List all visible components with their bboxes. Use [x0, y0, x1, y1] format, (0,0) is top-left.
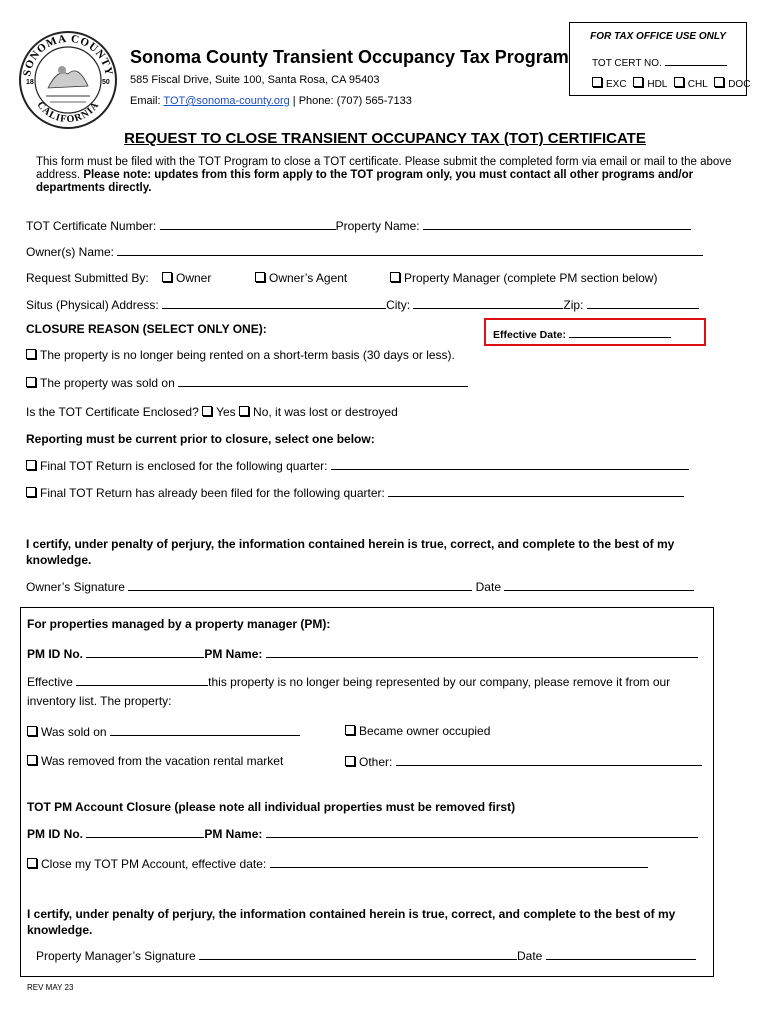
county-seal-logo: [18, 30, 118, 130]
certificate-enclosed-row: [26, 405, 398, 419]
checkbox-enclosed-yes[interactable]: [202, 406, 212, 416]
option-hdl-label: HDL: [647, 79, 667, 90]
reason-not-rented-label: The property is no longer being rented on a short-term basis (30 days or less).: [40, 348, 455, 362]
intro-paragraph: [36, 156, 736, 195]
pm-heading: For properties managed by a property manager (PM):: [27, 617, 331, 631]
close-account-label: Close my TOT PM Account, effective date:: [41, 857, 267, 871]
enclosed-yes-label: Yes: [216, 405, 236, 419]
city-label: City:: [386, 298, 411, 312]
owner-name-label: Owner(s) Name:: [26, 245, 115, 259]
pm-id-label: PM ID No.: [27, 647, 83, 661]
pm-closure-id-row: [27, 826, 698, 841]
pm-other-field[interactable]: [396, 754, 702, 766]
pm-certification: I certify, under penalty of perjury, the information contained herein is true, correct, and complete to the best of my knowledge.: [27, 907, 676, 937]
document-title: REQUEST TO CLOSE TRANSIENT OCCUPANCY TAX (TOT) CERTIFICATE: [124, 130, 646, 147]
option-property-manager-label: Property Manager (complete PM section below): [404, 271, 658, 285]
option-exc-label: EXC: [606, 79, 627, 90]
pm-owner-occupied-label: Became owner occupied: [359, 724, 491, 738]
effective-date-row: [493, 328, 671, 341]
checkbox-pm-other[interactable]: [345, 756, 355, 766]
pm-opt-sold[interactable]: [27, 724, 300, 739]
enclosed-question: Is the TOT Certificate Enclosed?: [26, 405, 199, 419]
checkbox-property-manager[interactable]: [390, 272, 400, 282]
pm-name-field[interactable]: [266, 646, 698, 658]
cert-no-field[interactable]: [665, 54, 727, 66]
owner-signature-field[interactable]: [128, 579, 472, 591]
owner-signature-label: Owner’s Signature: [26, 580, 125, 594]
final-enclosed-row[interactable]: [26, 458, 689, 473]
checkbox-owner[interactable]: [162, 272, 172, 282]
cert-number-row: [26, 218, 691, 233]
owner-date-label: Date: [475, 580, 501, 594]
property-name-field[interactable]: [423, 218, 691, 230]
pm-signature-label: Property Manager’s Signature: [36, 949, 196, 963]
pm-other-label: Other:: [359, 755, 393, 769]
svg-text:SONOMA COUNTY: [21, 33, 115, 77]
pm-closure-name-field[interactable]: [266, 826, 698, 838]
cert-no-line: [592, 54, 727, 69]
checkbox-pm-sold[interactable]: [27, 726, 37, 736]
pm-closure-heading: TOT PM Account Closure (please note all individual properties must be removed first): [27, 800, 516, 814]
checkbox-final-filed[interactable]: [26, 487, 36, 497]
situs-row: [26, 297, 699, 312]
pm-name-label: PM Name:: [204, 647, 263, 661]
reason-not-rented[interactable]: [26, 348, 455, 362]
pm-inventory-text: inventory list. The property:: [27, 694, 172, 708]
pm-id-row: [27, 646, 698, 661]
final-filed-quarter-field[interactable]: [388, 485, 684, 497]
closure-reason-heading: CLOSURE REASON (SELECT ONLY ONE):: [26, 322, 267, 336]
effective-date-field[interactable]: [569, 328, 671, 338]
pm-signature-field[interactable]: [199, 948, 517, 960]
office-options: [592, 77, 750, 90]
submitted-by-label: Request Submitted By:: [26, 271, 149, 285]
email-label: Email:: [130, 95, 164, 107]
zip-field[interactable]: [587, 297, 699, 309]
checkbox-pm-owner-occupied[interactable]: [345, 725, 355, 735]
pm-opt-removed[interactable]: [27, 754, 283, 768]
final-filed-row[interactable]: [26, 485, 684, 500]
cert-number-label: TOT Certificate Number:: [26, 219, 157, 233]
seal-text-bottom: CALIFORNIA: [34, 99, 102, 126]
email-link[interactable]: TOT@sonoma-county.org: [163, 95, 290, 107]
checkbox-not-rented[interactable]: [26, 349, 36, 359]
pm-closure-name-label: PM Name:: [204, 827, 263, 841]
option-owners-agent-label: Owner’s Agent: [269, 271, 348, 285]
pm-date-label: Date: [517, 949, 543, 963]
intro-bold-note: Please note: updates from this form apply to the TOT program only, you must contact all other programs and/or departments directly.: [36, 169, 694, 194]
seal-year-right: 50: [102, 79, 110, 86]
checkbox-owners-agent[interactable]: [255, 272, 265, 282]
pm-signature-row: [36, 948, 696, 963]
property-name-label: Property Name:: [335, 219, 420, 233]
option-doc-label: DOC: [728, 79, 751, 90]
option-owner[interactable]: [162, 271, 211, 285]
final-filed-label: Final TOT Return has already been filed for the following quarter:: [40, 486, 385, 500]
revision-note: REV MAY 23: [27, 983, 74, 992]
option-owner-label: Owner: [176, 271, 212, 285]
reason-sold[interactable]: [26, 375, 468, 390]
pm-closure-id-field[interactable]: [86, 826, 204, 838]
sold-date-field[interactable]: [178, 375, 468, 387]
checkbox-pm-removed[interactable]: [27, 755, 37, 765]
situs-label: Situs (Physical) Address:: [26, 298, 159, 312]
contact-line: [130, 95, 412, 107]
checkbox-close-account[interactable]: [27, 858, 37, 868]
pm-removed-label: Was removed from the vacation rental market: [41, 754, 284, 768]
pm-opt-owner-occupied[interactable]: [345, 724, 490, 738]
effective-date-label: Effective Date:: [493, 329, 566, 341]
checkbox-exc[interactable]: [592, 77, 602, 87]
program-title: Sonoma County Transient Occupancy Tax Program: [130, 47, 569, 67]
enclosed-no-label: No, it was lost or destroyed: [253, 405, 398, 419]
option-chl-label: CHL: [687, 79, 708, 90]
owner-date-field[interactable]: [504, 579, 694, 591]
pm-date-field[interactable]: [546, 948, 696, 960]
final-enclosed-label: Final TOT Return is enclosed for the following quarter:: [40, 459, 328, 473]
pm-effective-label: Effective: [27, 675, 73, 689]
owner-certification: I certify, under penalty of perjury, the information contained herein is true, correct, and complete to the best of my knowledge.: [26, 537, 675, 567]
owner-signature-row: [26, 579, 694, 594]
office-box-heading: FOR TAX OFFICE USE ONLY: [590, 31, 726, 42]
owner-name-field[interactable]: [117, 244, 703, 256]
cert-number-field[interactable]: [160, 218, 336, 230]
tax-office-use-box: [569, 22, 751, 96]
intro-plain: This form must be filed with the TOT Program to close a TOT certificate. Please submit the completed form via email or mail to the above address.: [36, 156, 732, 181]
zip-label: Zip:: [563, 298, 584, 312]
checkbox-chl[interactable]: [674, 77, 684, 87]
pm-id-field[interactable]: [86, 646, 204, 658]
phone-text: | Phone: (707) 565-7133: [289, 95, 412, 107]
checkbox-doc[interactable]: [714, 77, 724, 87]
checkbox-sold[interactable]: [26, 377, 36, 387]
option-owners-agent[interactable]: [255, 271, 347, 285]
pm-effective-text: this property is no longer being represented by our company, please remove it from our: [208, 675, 671, 689]
seal-text-top: SONOMA COUNTY: [21, 32, 115, 78]
pm-opt-other[interactable]: [345, 754, 702, 769]
close-account-date-field[interactable]: [270, 856, 648, 868]
pm-closure-id-label: PM ID No.: [27, 827, 83, 841]
situs-field[interactable]: [162, 297, 386, 309]
pm-effective-field[interactable]: [76, 674, 208, 686]
cert-no-label: TOT CERT NO.: [592, 58, 662, 69]
option-property-manager[interactable]: [390, 271, 657, 285]
reporting-heading: Reporting must be current prior to closure, select one below:: [26, 432, 375, 446]
checkbox-hdl[interactable]: [633, 77, 643, 87]
submitted-by-row: [26, 271, 149, 285]
owner-name-row: [26, 244, 703, 259]
city-field[interactable]: [413, 297, 563, 309]
checkbox-final-enclosed[interactable]: [26, 460, 36, 470]
checkbox-enclosed-no[interactable]: [239, 406, 249, 416]
pm-close-account[interactable]: [27, 856, 648, 871]
pm-effective-row: [27, 674, 670, 689]
seal-year-left: 18: [26, 79, 34, 86]
final-enclosed-quarter-field[interactable]: [331, 458, 689, 470]
reason-sold-label: The property was sold on: [40, 376, 175, 390]
pm-sold-label: Was sold on: [41, 725, 107, 739]
pm-sold-date-field[interactable]: [110, 724, 300, 736]
program-address: 585 Fiscal Drive, Suite 100, Santa Rosa, CA 95403: [130, 74, 380, 86]
